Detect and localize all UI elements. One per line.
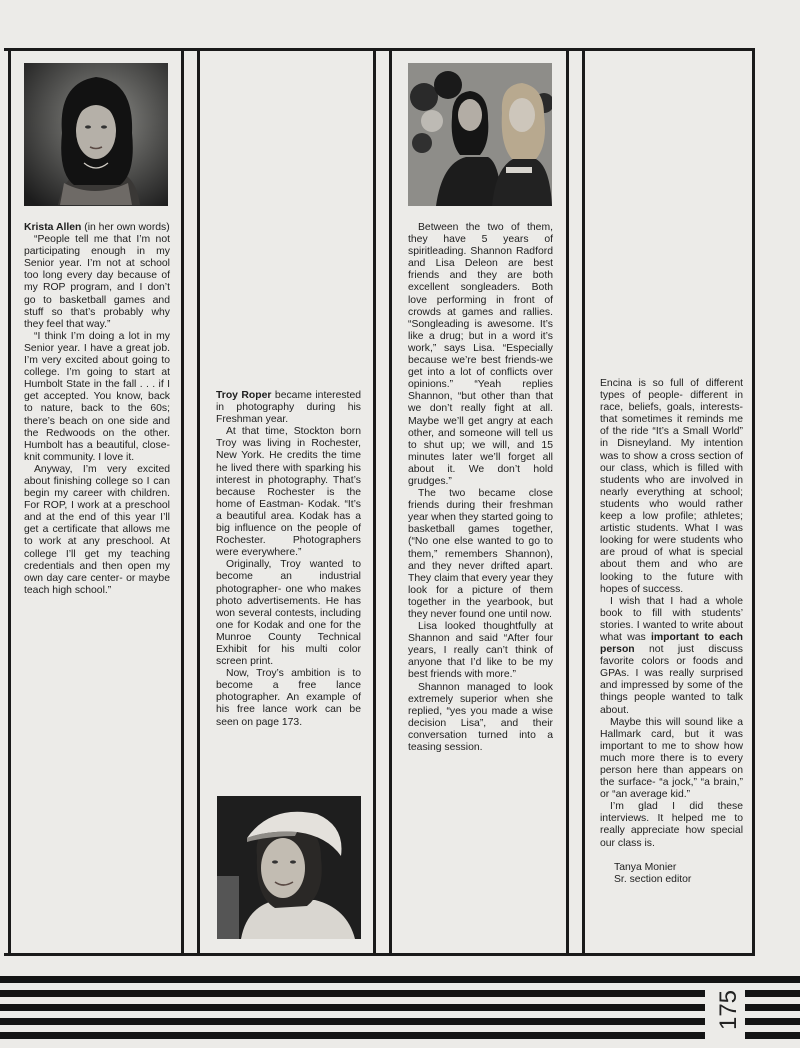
krista-allen-byline: (in her own words) [81, 222, 170, 233]
decorative-stripe [0, 976, 800, 983]
paragraph: Anyway, I’m very excited about finishing college so I can begin my career with children. For ROP, I work at a preschool and at the end of this year I’ll get a certificate that allows me to work at any preschool. At college I’ll get my teaching credentials and then open my own day care center- or maybe teach high school.” [24, 463, 170, 596]
shannon-lisa-photo [408, 63, 552, 206]
decorative-stripe [745, 1018, 800, 1025]
decorative-stripe [745, 1004, 800, 1011]
decorative-stripe [0, 1032, 705, 1039]
text-run: I wish that I had a whole book to fill with students’ stories. I wanted to write about what was [600, 595, 743, 643]
column-rule [181, 48, 184, 956]
krista-allen-photo [24, 63, 168, 206]
paragraph: Shannon managed to look extremely superior when she replied, “yes you made a wise decision Lisa”, and their conversation turned into a teasing session. [408, 681, 553, 754]
column-rule [389, 48, 392, 956]
paragraph: Lisa looked thoughtfully at Shannon and said “After four years, I really can’t think of anyone that I’d like to be my best friends with more.” [408, 621, 553, 681]
decorative-stripe [745, 1032, 800, 1039]
paragraph: Maybe this will sound like a Hallmark card, but it was important to me to show how much more there is to every person here than appears on the surface- “a jock,” “a brain,” or “an average kid.” [600, 716, 743, 801]
paragraph: Encina is so full of different types of people- different in race, beliefs, goals, interests- that sometimes it reminds me of the ride “It’s a Small World” in Disneyland. My intention was to show a cross section of our class, which is filled with students who are involved in nearly everything at school; students who would rather keep a low profile; athletes; artistic students. What I was looking for were students who are proud of what is special about them and who are looking to the future with hopes of success. [600, 378, 743, 595]
frame-bottom-rule [4, 953, 754, 956]
signature-title: Sr. section editor [614, 873, 692, 885]
paragraph [600, 596, 743, 717]
decorative-stripe [0, 1004, 705, 1011]
paragraph: Originally, Troy wanted to become an industrial photographer- one who makes photo advertisements. He has won several contests, including one for Kodak and one for the Munroe County Technical Exhibit for his multi color screen print. [216, 559, 361, 668]
column-rule [582, 48, 585, 956]
krista-allen-article [24, 222, 170, 597]
column-rule [373, 48, 376, 956]
editor-note [600, 378, 743, 886]
paragraph: “People tell me that I’m not participating enough in my Senior year. I’m not at school too long every day because of my ROP program, and I don’t go to basketball games and stuff so that’s probably why they feel that way.” [24, 234, 170, 330]
text-run: not just discuss favorite colors or foods and GPAs. I was really surprised and impressed by some of the things people wanted to talk about. [600, 644, 743, 716]
decorative-stripe [0, 990, 705, 997]
troy-roper-name: Troy Roper [216, 390, 272, 401]
krista-allen-name: Krista Allen [24, 222, 82, 233]
frame-top-rule [4, 48, 754, 51]
page-number [705, 984, 753, 1036]
troy-roper-article [216, 390, 361, 729]
paragraph: At that time, Stockton born Troy was living in Rochester, New York. He credits the time he lived there with sparking his interest in photography. That’s because Rochester is the home of Eastman- Kodak. “It’s a beautiful area. Kodak has a big influence on the people of Rochester. Photographers were everywhere.” [216, 426, 361, 559]
signature-name: Tanya Monier [614, 861, 677, 873]
column-rule [752, 48, 755, 956]
column-rule [197, 48, 200, 956]
decorative-stripe [0, 1018, 705, 1025]
column-rule [8, 48, 11, 956]
paragraph: I’m glad I did these interviews. It helped me to really appreciate how special our class is. [600, 801, 743, 849]
paragraph: The two became close friends during their freshman year when they started going to basketball games together, (“No one else wanted to go to them,” remembers Shannon), and they never drifted apart. They claim that every year they look for a picture of them together in the yearbook, but they never found one until now. [408, 488, 553, 620]
decorative-stripe [745, 990, 800, 997]
troy-roper-lead: became interested in photography during his Freshman year. [216, 390, 362, 426]
emphasis: important to each person [600, 631, 743, 656]
paragraph: Now, Troy’s ambition is to become a free lance photographer. An example of his free lance work can be seen on page 173. [216, 668, 361, 728]
page-number-text: 175 [715, 989, 742, 1031]
shannon-lisa-article [408, 222, 553, 754]
troy-roper-photo [217, 796, 361, 939]
paragraph: “I think I’m doing a lot in my Senior year. I have a great job. I’m very excited about going to college. I’m going to start at Humbolt State in the fall . . . if I get accepted. You know, back to nature, back to the 60s; there’s beach on one side and the Redwoods on the other. Humbolt has a beautiful, close-knit community. I love it. [24, 330, 170, 463]
column-rule [566, 48, 569, 956]
paragraph: Between the two of them, they have 5 years of spiritleading. Shannon Radford and Lisa Deleon are best friends and they are both excellent songleaders. Both love performing in front of crowds at games and rallies. “Songleading is awesome. It’s like a drug; but in a word it’s work,” says Lisa. “Especially because we’re best friends-we get into a lot of conflicts over opinions.” “Yeah replies Shannon, “but other than that we don’t really fight at all. Maybe we’ll get angry at each other, and someone will tell us to shut up; we will, and 15 minutes later we’ll forget all about it. We don’t hold grudges.” [408, 222, 553, 487]
